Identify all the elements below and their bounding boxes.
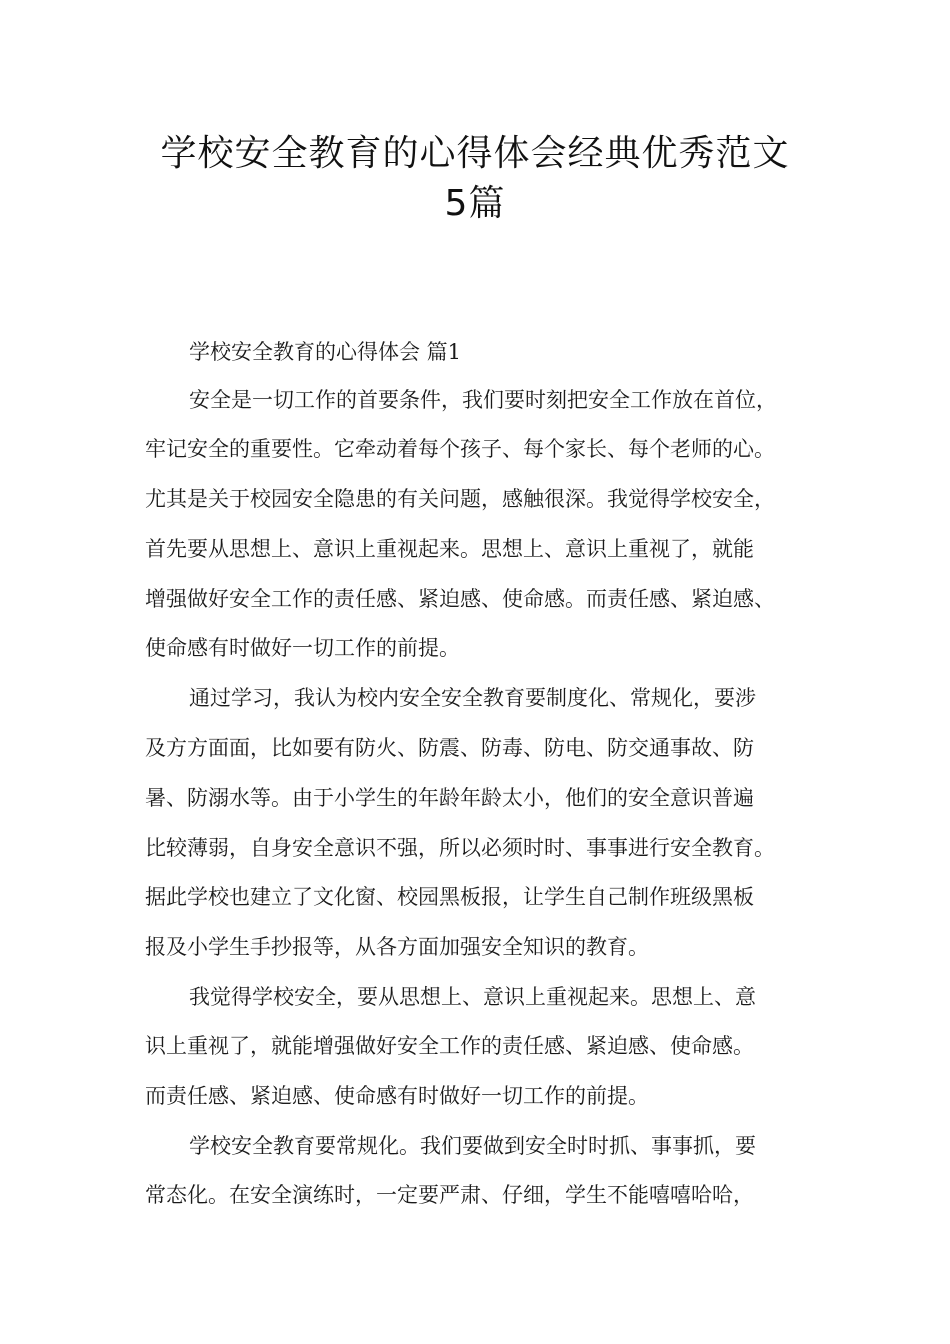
paragraph-2-line-2: 及方方面面，比如要有防火、防震、防毒、防电、防交通事故、防 xyxy=(145,736,754,760)
paragraph-1-line-1: 安全是一切工作的首要条件，我们要时刻把安全工作放在首位， xyxy=(189,388,777,412)
document-title-line-1: 学校安全教育的心得体会经典优秀范文 xyxy=(160,133,790,174)
paragraph-3-line-1: 我觉得学校安全，要从思想上、意识上重视起来。思想上、意 xyxy=(189,985,756,1009)
paragraph-2-line-5: 据此学校也建立了文化窗、校园黑板报，让学生自己制作班级黑板 xyxy=(145,885,754,909)
paragraph-1-line-5: 增强做好安全工作的责任感、紧迫感、使命感。而责任感、紧迫感、 xyxy=(145,587,775,611)
paragraph-2-line-1: 通过学习，我认为校内安全安全教育要制度化、常规化，要涉 xyxy=(189,686,756,710)
paragraph-2-line-4: 比较薄弱，自身安全意识不强，所以必须时时、事事进行安全教育。 xyxy=(145,836,775,860)
paragraph-3-line-2: 识上重视了，就能增强做好安全工作的责任感、紧迫感、使命感。 xyxy=(145,1034,754,1058)
paragraph-1-line-3: 尤其是关于校园安全隐患的有关问题，感触很深。我觉得学校安全， xyxy=(145,487,775,511)
section-heading: 学校安全教育的心得体会 篇1 xyxy=(189,340,462,364)
document-title-line-2: 5篇 xyxy=(444,183,506,224)
paragraph-1-line-6: 使命感有时做好一切工作的前提。 xyxy=(145,636,460,660)
paragraph-1-line-4: 首先要从思想上、意识上重视起来。思想上、意识上重视了，就能 xyxy=(145,537,754,561)
paragraph-3-line-3: 而责任感、紧迫感、使命感有时做好一切工作的前提。 xyxy=(145,1084,649,1108)
paragraph-4-line-1: 学校安全教育要常规化。我们要做到安全时时抓、事事抓，要 xyxy=(189,1134,756,1158)
paragraph-4-line-2: 常态化。在安全演练时，一定要严肃、仔细，学生不能嘻嘻哈哈， xyxy=(145,1183,754,1207)
paragraph-1-line-2: 牢记安全的重要性。它牵动着每个孩子、每个家长、每个老师的心。 xyxy=(145,437,775,461)
paragraph-2-line-3: 暑、防溺水等。由于小学生的年龄年龄太小，他们的安全意识普遍 xyxy=(145,786,754,810)
paragraph-2-line-6: 报及小学生手抄报等，从各方面加强安全知识的教育。 xyxy=(145,935,649,959)
